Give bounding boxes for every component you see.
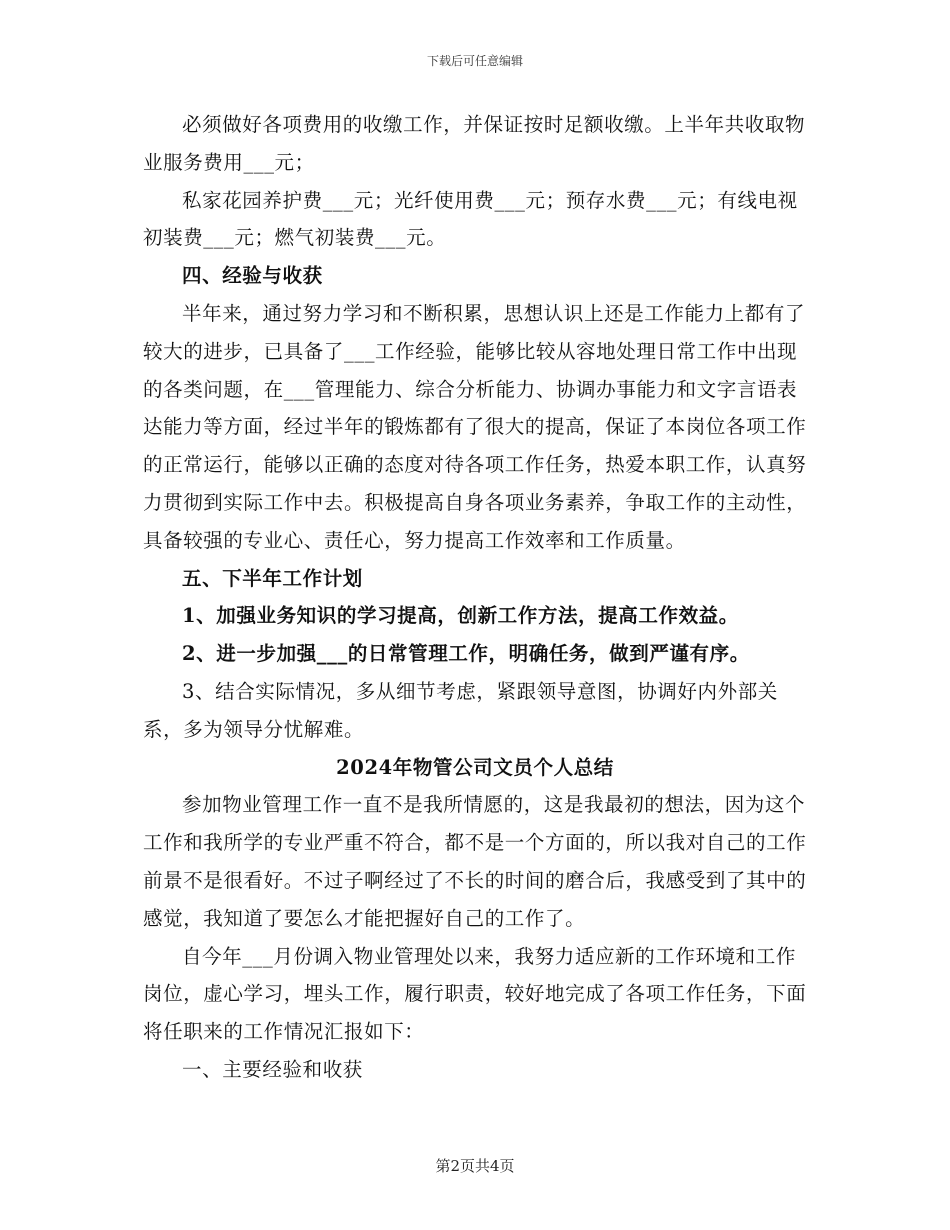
plan-item-1: 1、加强业务知识的学习提高，创新工作方法，提高工作效益。 bbox=[182, 604, 739, 628]
document-title: 2024年物管公司文员个人总结 bbox=[336, 755, 614, 779]
plan-item-2: 2、进一步加强___的日常管理工作，明确任务，做到严谨有序。 bbox=[182, 642, 750, 666]
paragraph-half-year-review: 半年来，通过努力学习和不断积累，思想认识上还是工作能力上都有了较大的进步，已具备了___工作经验，能够比较从容地处理日常工作中出现的各类问题，在___管理能力、综合分析能力、协调办事能力和文字言语表达能力等方面，经过半年的锻炼都有了很大的提高，保证了本岗位各项工作的正常运行，能够以正确的态度对待各项工作任务，热爱本职工作，认真努力贯彻到实际工作中去。积极提高自身各项业务素养，争取工作的主动性，具备较强的专业心、责任心，努力提高工作效率和工作质量。 bbox=[143, 301, 807, 552]
section-heading-plan: 五、下半年工作计划 bbox=[182, 566, 363, 590]
section-heading-experience: 四、经验与收获 bbox=[182, 264, 323, 288]
document-body bbox=[143, 106, 807, 1089]
page-number: 第2页共4页 bbox=[435, 1157, 515, 1175]
paragraph-intro: 参加物业管理工作一直不是我所情愿的，这是我最初的想法，因为这个工作和我所学的专业严重不符合，都不是一个方面的，所以我对自己的工作前景不是很看好。不过子啊经过了不长的时间的磨合后，我感受到了其中的感觉，我知道了要怎么才能把握好自己的工作了。 bbox=[143, 793, 807, 930]
paragraph-work-summary: 自今年___月份调入物业管理处以来，我努力适应新的工作环境和工作岗位，虚心学习，埋头工作，履行职责，较好地完成了各项工作任务，下面将任职来的工作情况汇报如下： bbox=[143, 944, 807, 1044]
paragraph-fee-collection: 必须做好各项费用的收缴工作，并保证按时足额收缴。上半年共收取物业服务费用___元； bbox=[143, 113, 806, 174]
paragraph-fee-details: 私家花园养护费___元；光纤使用费___元；预存水费___元；有线电视初装费___元；燃气初装费___元。 bbox=[143, 188, 798, 250]
plan-item-3: 3、结合实际情况，多从细节考虑，紧跟领导意图，协调好内外部关系，多为领导分忧解难。 bbox=[143, 679, 778, 741]
section-heading-main-experience: 一、主要经验和收获 bbox=[182, 1057, 363, 1081]
header-note: 下载后可任意编辑 bbox=[426, 54, 523, 68]
